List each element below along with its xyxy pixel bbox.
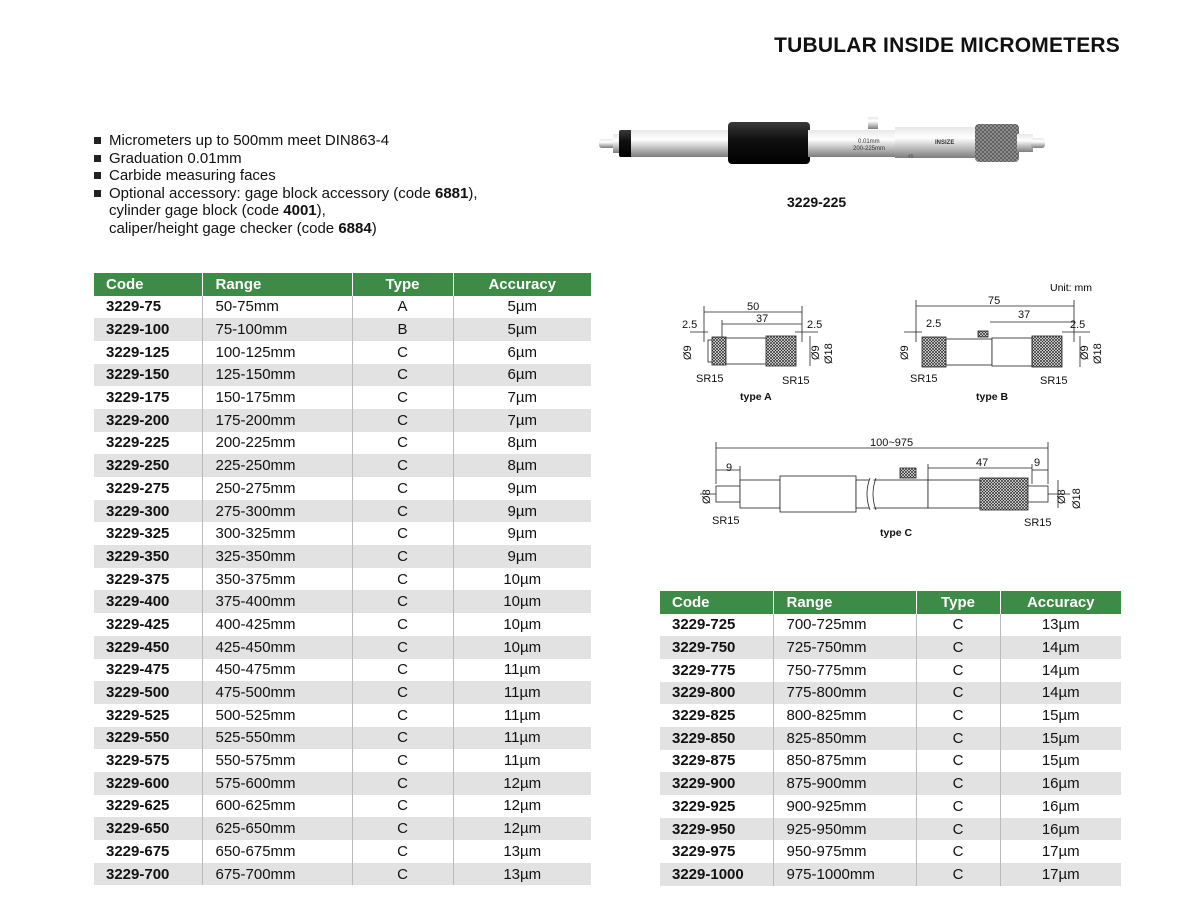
cell-accuracy: 11µm [453, 681, 591, 704]
cell-range: 800-825mm [773, 704, 916, 727]
cell-range: 875-900mm [773, 772, 916, 795]
svg-text:SR15: SR15 [782, 375, 810, 387]
cell-range: 575-600mm [202, 772, 352, 795]
table-row [94, 613, 591, 636]
cell-accuracy: 10µm [453, 590, 591, 613]
cell-range: 900-925mm [773, 795, 916, 818]
cell-range: 100-125mm [202, 341, 352, 364]
feature-item: Carbide measuring faces [94, 167, 478, 185]
svg-text:Ø18: Ø18 [1071, 488, 1083, 509]
bullet-icon [94, 190, 101, 197]
svg-text:75: 75 [988, 295, 1001, 307]
table-row [660, 614, 1121, 637]
page-title: TUBULAR INSIDE MICROMETERS [774, 34, 1120, 57]
svg-text:Ø18: Ø18 [823, 343, 835, 364]
cell-code: 3229-450 [94, 636, 202, 659]
cell-accuracy: 17µm [1000, 840, 1121, 863]
bullet-icon [94, 172, 101, 179]
cell-accuracy: 11µm [453, 727, 591, 750]
cell-accuracy: 12µm [453, 795, 591, 818]
cell-range: 300-325mm [202, 522, 352, 545]
cell-type: C [916, 659, 1000, 682]
table-row [94, 636, 591, 659]
feature-accessory-line: Optional accessory: gage block accessory (code 6881), [109, 184, 478, 202]
cell-code: 3229-850 [660, 727, 773, 750]
table-row [660, 772, 1121, 795]
table-row [94, 590, 591, 613]
table-row [660, 818, 1121, 841]
header-type: Type [916, 591, 1000, 614]
cell-accuracy: 9µm [453, 545, 591, 568]
cell-accuracy: 11µm [453, 704, 591, 727]
cell-accuracy: 16µm [1000, 818, 1121, 841]
table-row [660, 750, 1121, 773]
table-row [94, 318, 591, 341]
cell-range: 475-500mm [202, 681, 352, 704]
cell-type: C [352, 613, 453, 636]
svg-text:INSIZE: INSIZE [935, 140, 955, 146]
svg-text:0.01mm: 0.01mm [858, 139, 880, 145]
cell-code: 3229-75 [106, 298, 162, 316]
bullet-icon [94, 137, 101, 144]
cell-code: 3229-950 [660, 818, 773, 841]
cell-range: 725-750mm [773, 636, 916, 659]
svg-text:37: 37 [1018, 309, 1031, 321]
cell-range: 775-800mm [773, 682, 916, 705]
table-row [94, 727, 591, 750]
cell-code: 3229-750 [660, 636, 773, 659]
cell-code: 3229-475 [106, 661, 170, 679]
table-row [94, 568, 591, 591]
cell-accuracy: 6µm [453, 341, 591, 364]
cell-code: 3229-225 [106, 434, 170, 452]
cell-type: C [916, 818, 1000, 841]
cell-code: 3229-925 [672, 797, 736, 815]
cell-accuracy: 11µm [453, 659, 591, 682]
cell-code: 3229-525 [106, 706, 170, 724]
cell-accuracy: 17µm [1000, 863, 1121, 886]
cell-type: C [352, 749, 453, 772]
table-row [94, 545, 591, 568]
header-code: Code [94, 273, 202, 296]
table-row [94, 432, 591, 455]
dimension-drawings [660, 280, 1120, 550]
cell-range: 375-400mm [202, 590, 352, 613]
cell-code: 3229-125 [106, 343, 170, 361]
spec-table-right [660, 591, 1121, 886]
cell-code: 3229-175 [106, 389, 170, 407]
cell-accuracy: 16µm [1000, 795, 1121, 818]
cell-type: C [916, 750, 1000, 773]
cell-accuracy: 15µm [1000, 727, 1121, 750]
cell-code: 3229-300 [94, 500, 202, 523]
cell-range: 600-625mm [202, 795, 352, 818]
cell-accuracy: 11µm [453, 749, 591, 772]
drawing-type-c [700, 442, 1070, 512]
cell-code: 3229-500 [94, 681, 202, 704]
svg-text:2.5: 2.5 [926, 318, 942, 330]
cell-type: C [352, 386, 453, 409]
cell-code: 3229-575 [106, 752, 170, 770]
cell-range: 250-275mm [202, 477, 352, 500]
cell-range: 75-100mm [202, 318, 352, 341]
cell-accuracy: 7µm [453, 409, 591, 432]
cell-type: C [352, 659, 453, 682]
table-row [94, 795, 591, 818]
svg-text:9: 9 [1034, 457, 1041, 469]
cell-accuracy: 12µm [453, 817, 591, 840]
cell-code: 3229-800 [660, 682, 773, 705]
svg-text:SR15: SR15 [1040, 375, 1068, 387]
table-header-row [94, 273, 591, 296]
svg-text:type A: type A [740, 391, 772, 403]
svg-text:Ø9: Ø9 [899, 345, 911, 360]
cell-accuracy: 15µm [1000, 750, 1121, 773]
table-row [660, 727, 1121, 750]
header-range: Range [773, 591, 916, 614]
cell-code: 3229-375 [106, 570, 170, 588]
cell-type: C [352, 772, 453, 795]
cell-type: C [352, 840, 453, 863]
cell-range: 225-250mm [202, 454, 352, 477]
cell-accuracy: 9µm [453, 500, 591, 523]
table-row [660, 795, 1121, 818]
cell-code: 3229-650 [94, 817, 202, 840]
svg-text:Ø9: Ø9 [682, 345, 694, 360]
cell-type: C [352, 795, 453, 818]
cell-code: 3229-875 [672, 752, 736, 770]
drawing-type-b [904, 300, 1090, 367]
cell-code: 3229-425 [106, 615, 170, 633]
cell-range: 200-225mm [202, 432, 352, 455]
table-row [660, 636, 1121, 659]
svg-text:SR15: SR15 [1024, 517, 1052, 529]
header-accuracy: Accuracy [1000, 591, 1121, 614]
table-row [94, 409, 591, 432]
svg-text:200-225mm: 200-225mm [853, 146, 886, 152]
cell-type: C [352, 454, 453, 477]
cell-type: C [352, 590, 453, 613]
cell-range: 150-175mm [202, 386, 352, 409]
cell-type: C [916, 795, 1000, 818]
svg-text:SR15: SR15 [696, 373, 724, 385]
cell-code: 3229-550 [94, 727, 202, 750]
table-row [660, 863, 1121, 886]
table-row [94, 454, 591, 477]
header-code: Code [660, 591, 773, 614]
table-row [94, 659, 591, 682]
cell-range: 700-725mm [773, 614, 916, 637]
svg-text:Ø8: Ø8 [701, 489, 713, 504]
header-type: Type [352, 273, 453, 296]
cell-type: C [916, 636, 1000, 659]
svg-text:Ø18: Ø18 [1092, 343, 1104, 364]
svg-text:45: 45 [908, 154, 914, 160]
cell-type: C [352, 477, 453, 500]
cell-range: 850-875mm [773, 750, 916, 773]
feature-continuation: caliper/height gage checker (code 6884) [109, 219, 377, 237]
table-row [94, 477, 591, 500]
cell-type: C [352, 863, 453, 886]
cell-code: 3229-350 [94, 545, 202, 568]
unit-label: Unit: mm [1050, 282, 1092, 294]
cell-code: 3229-325 [106, 525, 170, 543]
header-range: Range [202, 273, 352, 296]
drawing-type-a [690, 306, 818, 366]
feature-item [94, 185, 478, 203]
svg-text:2.5: 2.5 [1070, 319, 1086, 331]
spec-table-left [94, 273, 591, 885]
cell-type: C [916, 840, 1000, 863]
photo-caption: 3229-225 [787, 194, 847, 210]
svg-text:type B: type B [976, 391, 1009, 403]
cell-type: C [916, 704, 1000, 727]
cell-accuracy: 16µm [1000, 772, 1121, 795]
cell-range: 125-150mm [202, 364, 352, 387]
cell-accuracy: 13µm [453, 840, 591, 863]
feature-list [94, 132, 478, 237]
cell-code: 3229-600 [94, 772, 202, 795]
cell-accuracy: 10µm [453, 568, 591, 591]
svg-text:9: 9 [726, 462, 733, 474]
cell-code: 3229-100 [94, 318, 202, 341]
svg-text:100~975: 100~975 [870, 437, 914, 449]
cell-range: 675-700mm [202, 863, 352, 886]
cell-type: C [916, 614, 1000, 637]
micrometer-photo [595, 112, 1055, 174]
table-row [94, 296, 591, 319]
cell-type: C [352, 817, 453, 840]
cell-type: C [352, 681, 453, 704]
cell-range: 825-850mm [773, 727, 916, 750]
cell-type: C [352, 364, 453, 387]
svg-text:47: 47 [976, 457, 989, 469]
svg-text:type C: type C [880, 527, 913, 539]
cell-code: 3229-825 [672, 707, 736, 725]
cell-range: 275-300mm [202, 500, 352, 523]
cell-type: A [352, 296, 453, 319]
cell-range: 950-975mm [773, 840, 916, 863]
svg-text:SR15: SR15 [712, 515, 740, 527]
cell-accuracy: 15µm [1000, 704, 1121, 727]
cell-accuracy: 8µm [453, 432, 591, 455]
svg-text:Ø9: Ø9 [810, 345, 822, 360]
cell-code: 3229-725 [672, 616, 736, 634]
cell-code: 3229-275 [106, 479, 170, 497]
feature-item: Graduation 0.01mm [94, 150, 478, 168]
cell-accuracy: 8µm [453, 454, 591, 477]
table-row [94, 341, 591, 364]
svg-text:37: 37 [756, 313, 769, 325]
cell-code: 3229-625 [106, 797, 170, 815]
cell-code: 3229-400 [94, 590, 202, 613]
table-header-row [660, 591, 1121, 614]
cell-type: C [352, 636, 453, 659]
feature-continuation: cylinder gage block (code 4001), [109, 202, 326, 219]
cell-accuracy: 14µm [1000, 659, 1121, 682]
cell-code: 3229-150 [94, 364, 202, 387]
cell-range: 650-675mm [202, 840, 352, 863]
cell-type: C [916, 682, 1000, 705]
cell-type: C [352, 522, 453, 545]
table-row [94, 364, 591, 387]
cell-range: 500-525mm [202, 704, 352, 727]
table-row [94, 386, 591, 409]
cell-type: C [352, 500, 453, 523]
cell-type: C [916, 863, 1000, 886]
svg-text:Ø8: Ø8 [1056, 489, 1068, 504]
svg-text:2.5: 2.5 [807, 319, 823, 331]
feature-item: Micrometers up to 500mm meet DIN863-4 [94, 132, 478, 150]
cell-range: 350-375mm [202, 568, 352, 591]
table-row [94, 704, 591, 727]
cell-type: C [352, 704, 453, 727]
cell-accuracy: 13µm [453, 863, 591, 886]
cell-accuracy: 9µm [453, 522, 591, 545]
cell-code: 3229-775 [672, 661, 736, 679]
cell-accuracy: 5µm [453, 296, 591, 319]
cell-type: C [352, 341, 453, 364]
table-row [660, 704, 1121, 727]
cell-accuracy: 14µm [1000, 682, 1121, 705]
cell-accuracy: 6µm [453, 364, 591, 387]
table-row [660, 840, 1121, 863]
cell-accuracy: 5µm [453, 318, 591, 341]
table-row [94, 749, 591, 772]
table-row [94, 681, 591, 704]
cell-range: 925-950mm [773, 818, 916, 841]
cell-type: C [916, 727, 1000, 750]
cell-accuracy: 9µm [453, 477, 591, 500]
cell-code: 3229-250 [94, 454, 202, 477]
cell-code: 3229-700 [94, 863, 202, 886]
table-row [94, 522, 591, 545]
cell-type: C [352, 409, 453, 432]
cell-accuracy: 7µm [453, 386, 591, 409]
svg-text:SR15: SR15 [910, 373, 938, 385]
header-accuracy: Accuracy [453, 273, 591, 296]
table-row [94, 500, 591, 523]
cell-code: 3229-1000 [660, 863, 773, 886]
cell-type: C [352, 568, 453, 591]
cell-range: 625-650mm [202, 817, 352, 840]
cell-type: C [352, 727, 453, 750]
cell-type: B [352, 318, 453, 341]
cell-accuracy: 12µm [453, 772, 591, 795]
table-row [94, 772, 591, 795]
cell-range: 450-475mm [202, 659, 352, 682]
cell-range: 425-450mm [202, 636, 352, 659]
cell-range: 975-1000mm [773, 863, 916, 886]
cell-accuracy: 14µm [1000, 636, 1121, 659]
cell-range: 50-75mm [202, 296, 352, 319]
table-row [94, 863, 591, 886]
cell-range: 750-775mm [773, 659, 916, 682]
cell-accuracy: 10µm [453, 636, 591, 659]
cell-code: 3229-675 [106, 842, 170, 860]
bullet-icon [94, 155, 101, 162]
table-row [660, 659, 1121, 682]
cell-range: 400-425mm [202, 613, 352, 636]
cell-range: 550-575mm [202, 749, 352, 772]
table-row [94, 840, 591, 863]
cell-code: 3229-200 [94, 409, 202, 432]
cell-code: 3229-900 [660, 772, 773, 795]
table-row [660, 682, 1121, 705]
cell-accuracy: 13µm [1000, 614, 1121, 637]
cell-accuracy: 10µm [453, 613, 591, 636]
cell-type: C [352, 432, 453, 455]
svg-text:Ø9: Ø9 [1079, 345, 1091, 360]
cell-range: 325-350mm [202, 545, 352, 568]
cell-code: 3229-975 [672, 843, 736, 861]
cell-type: C [352, 545, 453, 568]
table-row [94, 817, 591, 840]
svg-text:50: 50 [747, 301, 760, 313]
cell-range: 525-550mm [202, 727, 352, 750]
cell-type: C [916, 772, 1000, 795]
svg-text:2.5: 2.5 [682, 319, 698, 331]
cell-range: 175-200mm [202, 409, 352, 432]
